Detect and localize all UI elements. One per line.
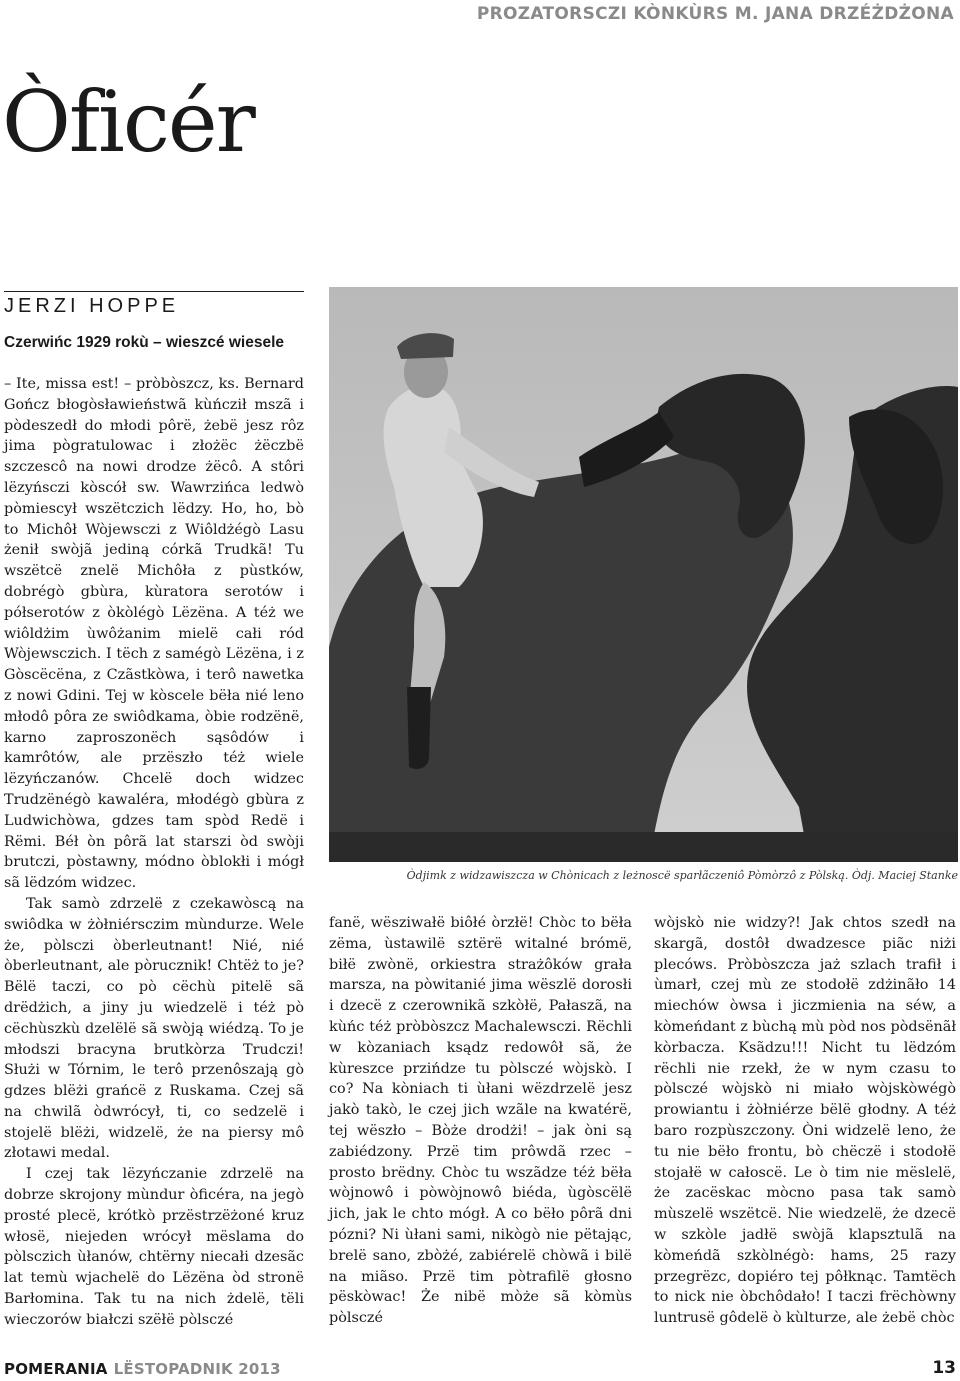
author-rule bbox=[4, 291, 304, 292]
page-number: 13 bbox=[932, 1358, 956, 1378]
photo-caption: Òdjimk z widzawiszcza w Chònicach z leżnoscë sparłãczeniô Pòmòrzô z Pòlską. Òdj. Maciej Stanke bbox=[406, 869, 958, 882]
running-title: PROZATORSCZI KÒNKÙRS M. JANA DRZÉŻDŻONA bbox=[476, 4, 954, 24]
magazine-name: POMERANIA bbox=[4, 1360, 108, 1378]
article-photo bbox=[329, 287, 958, 862]
text-column-1 bbox=[4, 374, 304, 1331]
article-lead: Czerwińc 1929 rokù – wieszcé wiesele bbox=[4, 334, 285, 351]
paragraph: – Ite, missa est! – pròbòszcz, ks. Bernard Gończ błogòsławieństwã kùńcził mszã i pòdeszedł do młodi pôrë, żebë jesz rôz jima pògratulowac i złożëc żëczbë szczescô na nowi drodze żëcô. A stôri lëzyńsczi kòscół sw. Wawrzińca ledwò pòmiescył wszëtczich lëdzy. Ho, ho, bò to Michôł Wòjewsczi z Wiôldżégò Lasu żenił swòjã jediną córkã Trudkã! Tu wszëtcë znelë Michôła z pùstków, dobrégò gbùra, kùratora serotów i półserotów z òkòlégò Lëzëna. A téż we wiôldżim ùwôżanim mielë całi ród Wòjewsczich. I tëch z samégò Lëzëna, i z Gòscëcëna, z Czãstkòwa, i terô nawetka z nowi Gdini. Tej w kòscele bëła nié leno młodô pôra ze swiôdkama, òbie rodzënë, karno zaproszonëch sąsôdów i kamrôtów, ale przëszło téż wiele lëzyńczanów. Chcelë doch widzec Trudzënégò kawaléra, młodégò gbùra z Ludwichòwa, gdzes tam spòd Redë i Rëmi. Béł òn pôrã lat starszi òd swòji brutczi, pòstawny, módno òblokłi i mógł sã lëdzóm widzec. bbox=[4, 376, 304, 892]
magazine-footer bbox=[4, 1360, 281, 1378]
paragraph: Tak samò zdrzelë z czekawòscą na swiôdka w żòłniérsczim mùndurze. Wele że, pòlsczi òberleutnant! Nié, nié òberleutnant, ale pòrucznik! Chtëż to je? Bëlë taczi, co pò cëchù pitelë sã drëdżich, a jiny ju wiedzelë i téż pò cëchùszkù dzelëlë sã swòją wiédzą. To je młodszi bracyna brutkòrza Trudczi! Służi w Tórnim, le terô przenôszają gò gdzes blëżi grańcë z Ruskama. Czej sã na chwilã òdwrócył, ti, co sedzelë i stojelë blëżi, widzelë, że na piersy mô złotawi medal. bbox=[4, 895, 304, 1162]
paragraph: wòjskò nie widzy?! Jak chtos szedł na skargã, dostôł dwadzesce piãc niżi plecóws. Pròbòszcza jaż szlach trafił i ùmarł, czej mù ze stodołë zdżinãło 14 miechów òwsa i jiczmienia na séw, a kòmeńdant z bùchą mù pòd nos pòdsënãł kòrbacza. Ksãdzu!!! Nicht tu lëdzóm rëchli nie rzekł, że w nym czasu to pòlsczé wòjskò ni miało wòjskòwégò prowiantu i żòłniérze bëlë głodny. A téż baro rozpùszczony. Òni widzelë leno, że tu nie bëło frontu, bò chëczë i stodołë stojałë w całoscë. Le ò tim nie mëslelë, że zacëskac mòcno pasa tak samò mùszelë wszëtcë. Nie wiedzelë, że dzecë w szkòle jadłë swòjã klapsztulã na kòmeńdã szkòlnégò: hams, 25 razy przegrëzc, dopiéro tej pôłknąc. Tamtëch to nick nie òbchôdało! I taczi frëchòwny luntrusë gôdelë ò kùlturze, ale żebë chòc bbox=[654, 915, 956, 1327]
rider-boot bbox=[407, 687, 431, 769]
article-author: JERZI HOPPE bbox=[4, 295, 180, 317]
text-column-2 bbox=[329, 913, 632, 1329]
issue-label: LËSTOPADNIK 2013 bbox=[113, 1360, 281, 1378]
paragraph: fanë, wësziwałë biôłé òrzłë! Chòc to bëła zëma, ùstawilë sztërë witalné brómë, biłë zwònë, orkiestra strażôków grała marsza, na pòwitanié jima wëszlë dorosłi i dzecë z czerownikã szkòłë, Pałaszã, na kùńc téż pròbòszcz Machalewsczi. Rëchli w kòzaniach ksądz redowôł sã, że kùreszce przińdze tu pòlsczé wòjskò. I co? Na kòniach ti ùłani wëzdrzelë jesz jakò takò, le czej jich wzãle na kwatérë, tej wëszło – Bòże drodżi! – jak òni są zabiédzony. Przë tim prôwdã rzec – prosto brëdny. Chòc tu wszãdze téż bëła wòjnowô i pòwòjnowô biéda, ùgòscëlë jich, jak le chto mógł. A co bëło pôrã dni pózni? Ni ùłani sami, nikògò nie pëtając, brelë sano, zbòżé, zabiérelë chòwã i bilë na miãso. Przë tim pòtrafilë głosno pëskòwac! Że nibë mòże sã kòmùs pòlsczé bbox=[329, 915, 632, 1327]
text-column-3 bbox=[654, 913, 956, 1329]
paragraph: I czej tak lëzyńczanie zdrzelë na dobrze skrojony mùndur òficéra, na jegò prosté plecë, krótkò przëstrzëżoné kruz włosë, niejeden wrócył mëslama do pòlsczich ùłanów, chtërny niecałi dzesãc lat temù wjachelë do Lëzëna òd stronë Barłomina. Tak tu na nich żdelë, tëli wieczorów białczi szëłë pòlsczé bbox=[4, 1166, 304, 1328]
article-title: Òficér bbox=[2, 73, 254, 171]
ground bbox=[329, 832, 958, 862]
